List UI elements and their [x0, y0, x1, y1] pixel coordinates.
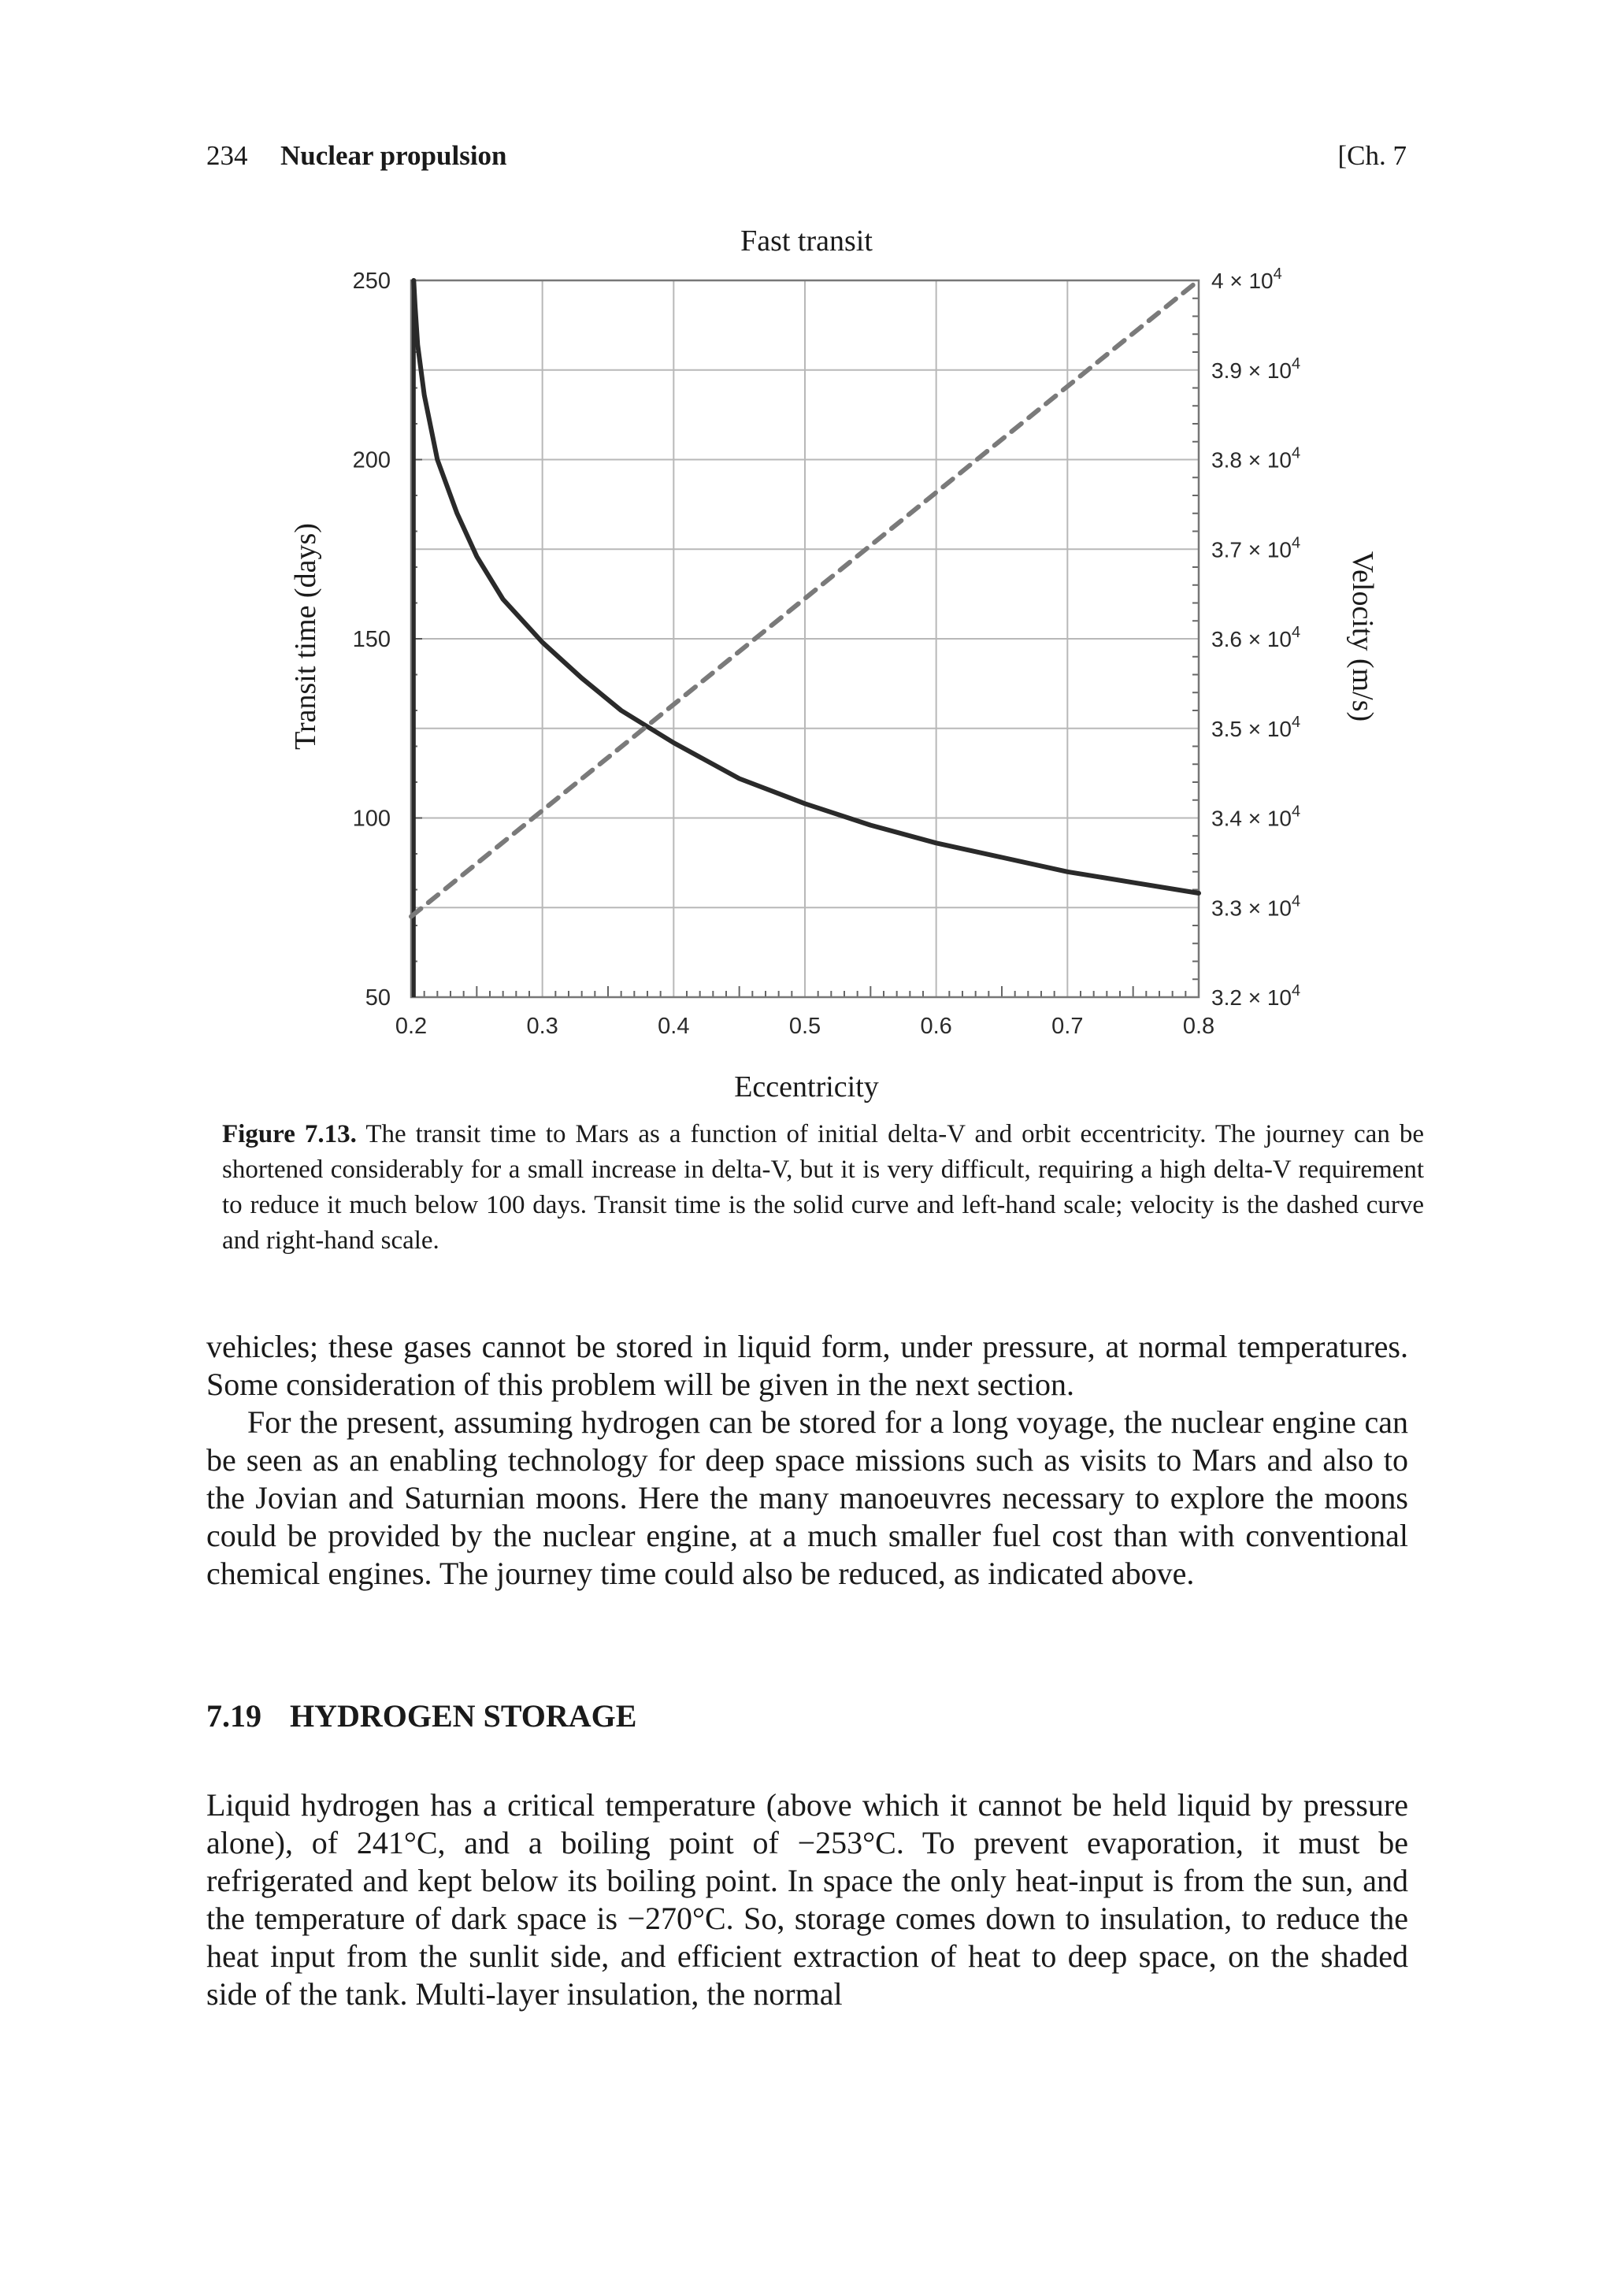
y2-tick-label: $4 \times 10^4$: [1211, 265, 1282, 293]
x-tick-label: 0.5: [788, 1014, 821, 1039]
x-tick-label: 0.7: [1051, 1014, 1084, 1039]
y-tick-label: 100: [352, 806, 391, 832]
y2-tick-label: $3.2 \times 10^4$: [1211, 982, 1301, 1010]
y-tick-label: 50: [365, 985, 391, 1011]
y2-tick-label: $3.6 \times 10^4$: [1211, 624, 1301, 651]
x-tick-label: 0.4: [658, 1014, 690, 1039]
section-heading: [206, 1697, 636, 1734]
y2-tick-label: $3.5 \times 10^4$: [1211, 713, 1301, 741]
caption-label: Figure 7.13.: [222, 1120, 357, 1148]
section-title: HYDROGEN STORAGE: [290, 1698, 637, 1734]
y2-tick-label: $3.7 \times 10^4$: [1211, 534, 1301, 562]
y2-tick-label: $3.3 \times 10^4$: [1211, 892, 1301, 921]
x-axis-label: Eccentricity: [734, 1070, 879, 1103]
page-number: 234: [206, 140, 248, 171]
x-tick-label: 0.6: [920, 1014, 952, 1039]
y-tick-label: 150: [352, 627, 391, 652]
paragraph-1: vehicles; these gases cannot be stored in liquid form, under pressure, at normal temperatures. Some consideration of this problem will be given in the next section.: [206, 1329, 1408, 1402]
y2-tick-label: $3.8 \times 10^4$: [1211, 444, 1301, 473]
body-text-bottom: [206, 1786, 1408, 2013]
chapter-title: Nuclear propulsion: [280, 140, 507, 171]
chapter-reference: [Ch. 7: [1337, 140, 1407, 171]
y-axis-label: Transit time (days): [289, 523, 322, 750]
figure-caption: [222, 1117, 1424, 1259]
paragraph-3: Liquid hydrogen has a critical temperature (above which it cannot be held liquid by pressure alone), of 241°C, and a boiling point of −253°C. To prevent evaporation, it must be refrigerated and kept below its boiling point. In space the only heat-input is from the sun, and the temperature of dark space is −270°C. So, storage comes down to insulation, to reduce the heat input from the sunlit side, and efficient extraction of heat to deep space, on the shaded side of the tank. Multi-layer insulation, the normal: [206, 1787, 1408, 2012]
chart-title: Fast transit: [740, 224, 873, 258]
paragraph-2: For the present, assuming hydrogen can be stored for a long voyage, the nuclear engine can be seen as an enabling technology for deep space missions such as visits to Mars and also to the Jovian and Saturnian moons. Here the many manoeuvres necessary to explore the moons could be provided by the nuclear engine, at a much smaller fuel cost than with conventional chemical engines. The journey time could also be reduced, as indicated above.: [206, 1404, 1408, 1591]
y2-axis-label: Velocity (m/s): [1346, 551, 1379, 722]
caption-text: The transit time to Mars as a function of initial delta-V and orbit eccentricity. The journey can be shortened considerably for a small increase in delta-V, but it is very difficult, requiring a high delta-V requirement to reduce it much below 100 days. Transit time is the solid curve and left-hand scale; velocity is the dashed curve and right-hand scale.: [222, 1120, 1424, 1255]
x-tick-label: 0.3: [526, 1014, 558, 1039]
y-tick-label: 200: [352, 447, 391, 473]
body-text-top: [206, 1328, 1408, 1593]
y2-tick-label: $3.4 \times 10^4$: [1211, 803, 1301, 831]
x-tick-label: 0.8: [1182, 1014, 1215, 1039]
x-tick-label: 0.2: [395, 1014, 428, 1039]
y2-tick-label: $3.9 \times 10^4$: [1211, 354, 1301, 383]
y-tick-label: 250: [352, 269, 391, 294]
transit-time-chart: [0, 0, 1613, 1118]
section-number: 7.19: [206, 1698, 261, 1734]
